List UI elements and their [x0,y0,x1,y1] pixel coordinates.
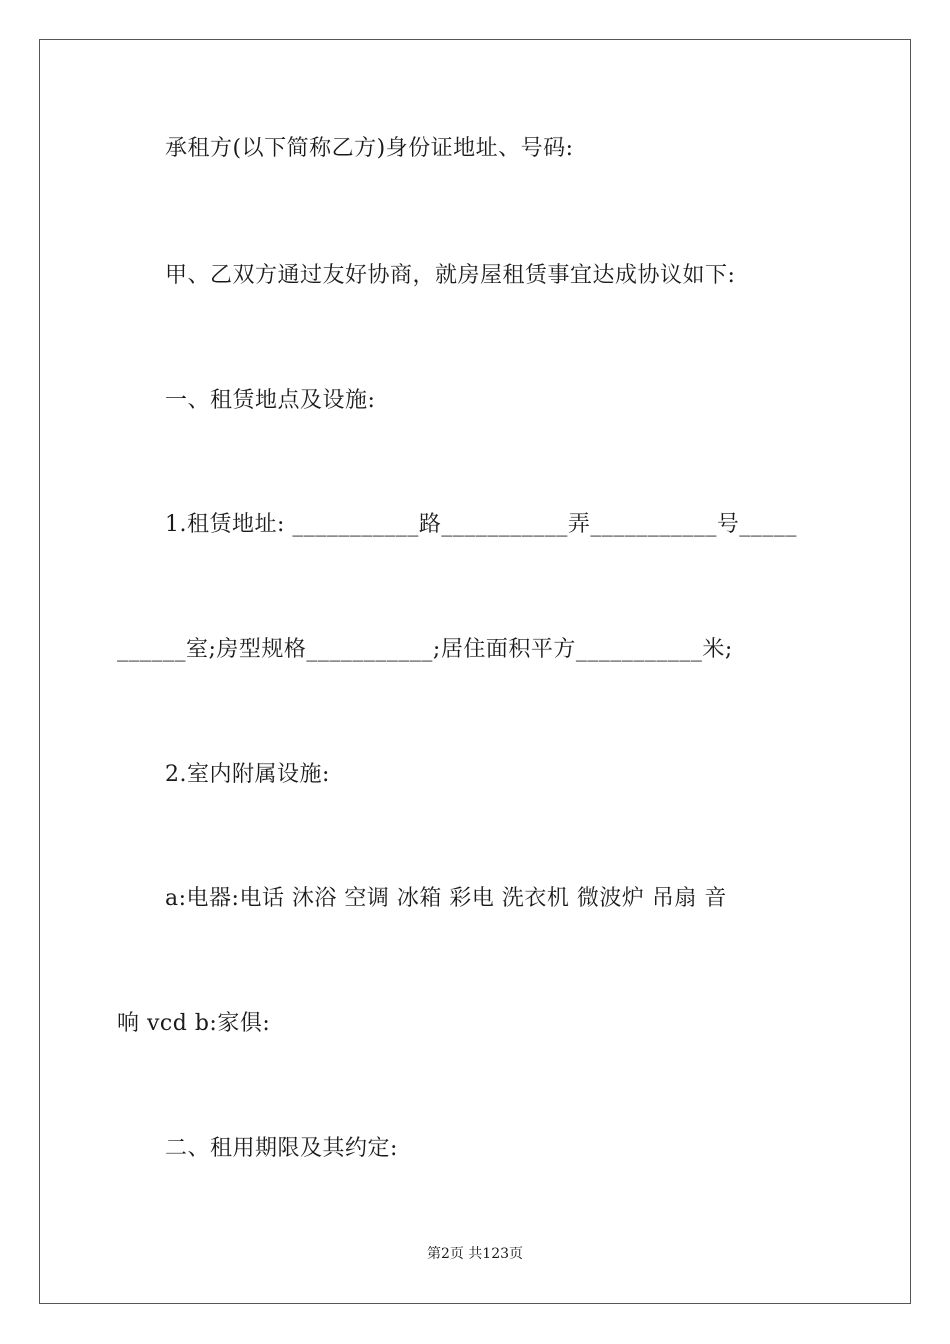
section-heading-term: 二、租用期限及其约定: [165,1136,398,1161]
page-number-footer: 第2页 共123页 [426,1246,524,1262]
paragraph-agreement-intro: 甲、乙双方通过友好协商，就房屋租赁事宜达成协议如下: [165,263,736,288]
paragraph-rental-address: 1.租赁地址: ___________路___________弄___________号_____ [165,512,797,537]
section-heading-location: 一、租赁地点及设施: [165,388,376,413]
paragraph-furniture: 响 vcd b:家俱: [117,1011,271,1036]
paragraph-lessee-id: 承租方(以下简称乙方)身份证地址、号码: [165,136,574,161]
paragraph-facilities-heading: 2.室内附属设施: [165,762,330,787]
paragraph-room-spec: ______室;房型规格___________;居住面积平方___________米; [117,637,733,662]
page-border [39,39,911,1304]
paragraph-appliances: a:电器:电话 沐浴 空调 冰箱 彩电 洗衣机 微波炉 吊扇 音 [165,886,727,911]
